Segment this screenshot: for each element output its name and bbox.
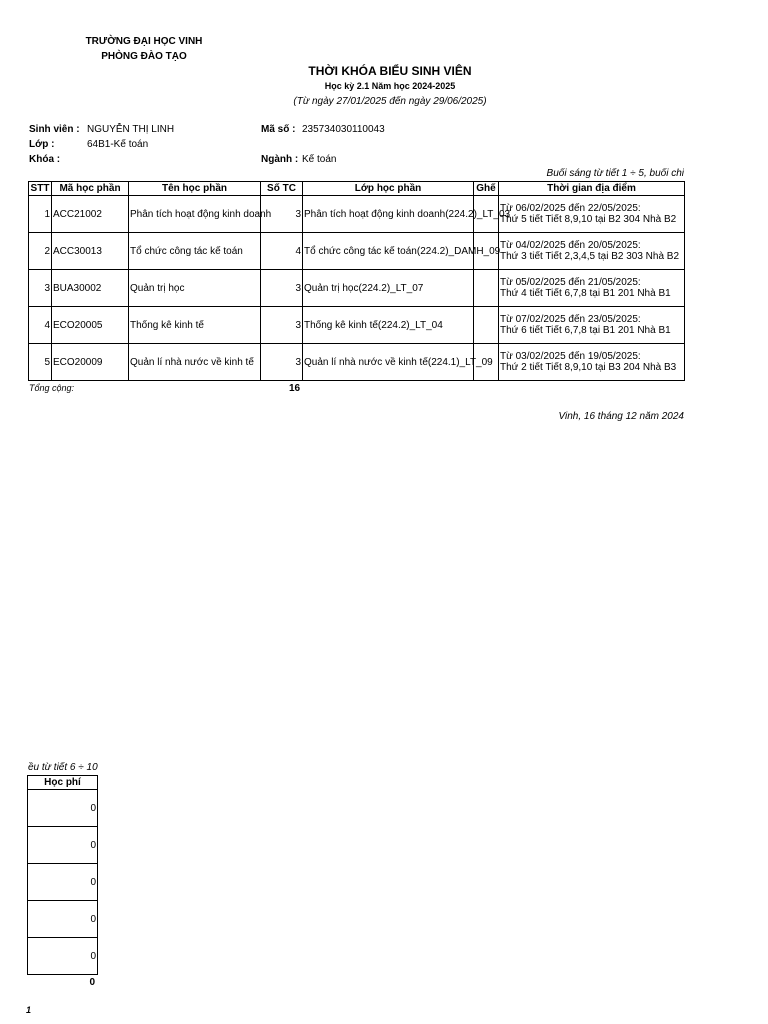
course-code-cell: ECO20005 (52, 307, 129, 344)
time-range: Từ 07/02/2025 đến 23/05/2025: (500, 314, 641, 325)
course-code-cell: BUA30002 (52, 270, 129, 307)
fee-row (28, 790, 98, 827)
fee-row (28, 827, 98, 864)
seat-cell (474, 307, 499, 344)
header-time-location: Thời gian địa điểm (499, 182, 685, 196)
session-note-continuation (28, 762, 100, 773)
credits-cell: 3 (261, 270, 303, 307)
faculty-label: Khóa : (29, 154, 61, 165)
fee-header-row (28, 776, 98, 790)
major-value: Kế toán (302, 154, 337, 165)
credits-cell: 4 (261, 233, 303, 270)
credits-cell: 3 (261, 196, 303, 233)
fee-cell: 0 (28, 938, 98, 975)
school-name: TRƯỜNG ĐẠI HỌC VINH (85, 36, 203, 47)
table-row (29, 307, 685, 344)
time-location-cell (499, 270, 685, 307)
fee-row (28, 864, 98, 901)
total-label: Tổng cộng: (29, 383, 75, 393)
timetable (28, 181, 685, 381)
page-marker: 1 (26, 1005, 32, 1015)
total-credits: 16 (289, 383, 301, 394)
semester-label: Học kỳ 2.1 Năm học 2024-2025 (324, 81, 456, 91)
student-id: 235734030110043 (302, 124, 385, 135)
stt-cell: 3 (29, 270, 52, 307)
header-fee: Học phí (28, 776, 98, 790)
signature-date: Vinh, 16 tháng 12 năm 2024 (558, 411, 684, 422)
stt-cell: 5 (29, 344, 52, 381)
stt-cell: 4 (29, 307, 52, 344)
fee-table (27, 775, 98, 975)
time-slot: Thứ 5 tiết Tiết 8,9,10 tại B2 304 Nhà B2 (500, 214, 677, 225)
table-row (29, 344, 685, 381)
seat-cell (474, 270, 499, 307)
time-location-cell (499, 196, 685, 233)
fee-cell: 0 (28, 790, 98, 827)
student-name-label: Sinh viên : (29, 124, 80, 135)
stt-cell: 1 (29, 196, 52, 233)
fee-cell: 0 (28, 901, 98, 938)
table-row (29, 196, 685, 233)
time-location-cell (499, 344, 685, 381)
time-range: Từ 05/02/2025 đến 21/05/2025: (500, 277, 641, 288)
header-course-name: Tên học phần (129, 182, 261, 196)
course-name-cell: Quản trị học (129, 270, 261, 307)
class-value: 64B1-Kế toán (87, 139, 149, 150)
time-range: Từ 06/02/2025 đến 22/05/2025: (500, 203, 641, 214)
time-range: Từ 04/02/2025 đến 20/05/2025: (500, 240, 641, 251)
header-stt: STT (29, 182, 52, 196)
time-range: Từ 03/02/2025 đến 19/05/2025: (500, 351, 641, 362)
header-credits: Số TC (261, 182, 303, 196)
course-code-cell: ACC21002 (52, 196, 129, 233)
student-name: NGUYỄN THỊ LINH (87, 124, 175, 135)
department-name: PHÒNG ĐÀO TẠO (101, 51, 187, 62)
course-class-cell: Phân tích hoạt động kinh doanh(224.2)_LT_03 (303, 196, 474, 233)
course-name-cell: Quản lí nhà nước về kinh tế (129, 344, 261, 381)
session-note: Buổi sáng từ tiết 1 ÷ 5, buổi chi (546, 168, 684, 179)
course-code-cell: ACC30013 (52, 233, 129, 270)
class-label: Lớp : (29, 139, 55, 150)
course-class-cell: Quản lí nhà nước về kinh tế(224.1)_LT_09 (303, 344, 474, 381)
time-location-cell (499, 307, 685, 344)
session-note-continuation-text: ều từ tiết 6 ÷ 10 (28, 762, 98, 773)
fee-cell: 0 (28, 864, 98, 901)
credits-cell: 3 (261, 307, 303, 344)
student-id-label: Mã số : (261, 124, 296, 135)
fee-cell: 0 (28, 827, 98, 864)
course-name-cell: Thống kê kinh tế (129, 307, 261, 344)
table-row (29, 233, 685, 270)
header-course-class: Lớp học phần (303, 182, 474, 196)
fee-row (28, 901, 98, 938)
time-slot: Thứ 6 tiết Tiết 6,7,8 tại B1 201 Nhà B1 (500, 325, 671, 336)
header-course-code: Mã học phần (52, 182, 129, 196)
stt-cell: 2 (29, 233, 52, 270)
course-class-cell: Quản trị học(224.2)_LT_07 (303, 270, 474, 307)
document-title: THỜI KHÓA BIỂU SINH VIÊN (308, 64, 472, 78)
course-name-cell: Phân tích hoạt động kinh doanh (129, 196, 261, 233)
course-code-cell: ECO20009 (52, 344, 129, 381)
major-label: Ngành : (261, 154, 299, 165)
time-slot: Thứ 3 tiết Tiết 2,3,4,5 tại B2 303 Nhà B2 (500, 251, 680, 262)
fee-row (28, 938, 98, 975)
table-header-row (29, 182, 685, 196)
time-slot: Thứ 4 tiết Tiết 6,7,8 tại B1 201 Nhà B1 (500, 288, 671, 299)
time-location-cell (499, 233, 685, 270)
course-name-cell: Tổ chức công tác kế toán (129, 233, 261, 270)
fee-total: 0 (89, 977, 95, 988)
table-row (29, 270, 685, 307)
time-slot: Thứ 2 tiết Tiết 8,9,10 tại B3 204 Nhà B3 (500, 362, 677, 373)
course-class-cell: Tổ chức công tác kế toán(224.2)_DAMH_09 (303, 233, 474, 270)
header-seat: Ghế (474, 182, 499, 196)
date-range: (Từ ngày 27/01/2025 đến ngày 29/06/2025) (293, 96, 487, 107)
credits-cell: 3 (261, 344, 303, 381)
course-class-cell: Thống kê kinh tế(224.2)_LT_04 (303, 307, 474, 344)
